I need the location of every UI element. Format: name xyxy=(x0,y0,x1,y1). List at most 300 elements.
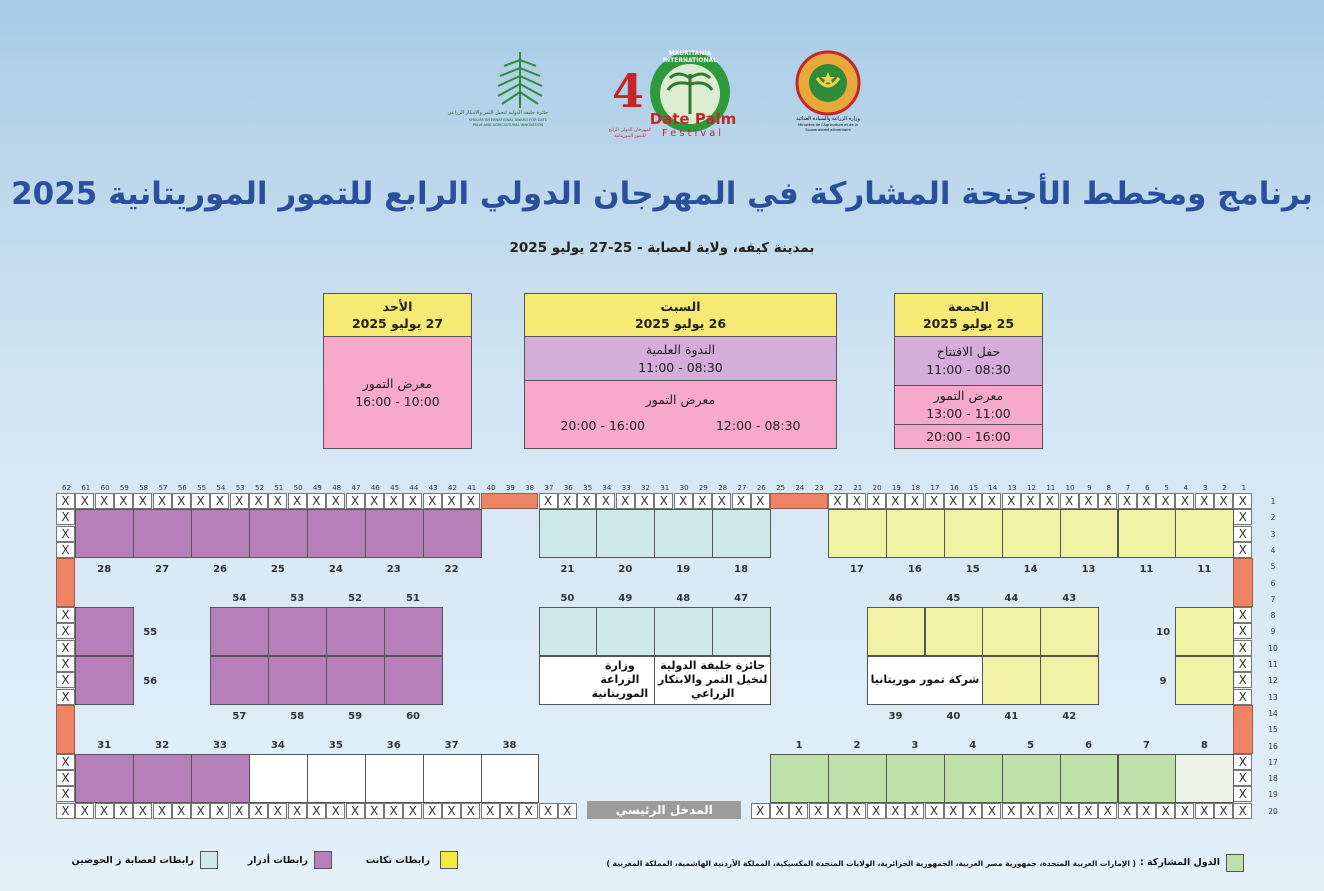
booth-yellow xyxy=(1002,509,1061,558)
friday-expo-evening xyxy=(895,425,1042,448)
booth-green xyxy=(828,754,887,803)
booth-number: 9 xyxy=(1159,676,1167,688)
col-number: 16 xyxy=(949,484,959,492)
friday-opening xyxy=(895,337,1042,386)
x-cell: X xyxy=(1233,509,1252,525)
col-number: 36 xyxy=(563,484,573,492)
booth-yellow-number: 14 xyxy=(1023,564,1038,576)
col-number: 30 xyxy=(679,484,689,492)
pillar xyxy=(56,558,75,607)
x-cell: X xyxy=(1040,803,1059,819)
x-cell: X xyxy=(1233,672,1252,688)
x-cell: X xyxy=(56,623,75,639)
page-subtitle: بمدينة كيفه، ولاية لعصابة - 25-27 يوليو 2025 xyxy=(509,240,815,256)
x-cell: X xyxy=(925,493,944,509)
booth-yellow xyxy=(982,656,1041,705)
legend-countries: ( الإمارات العربية المتحدة، جمهورية مصر العربية، الجمهورية الجزائرية، الولايات المتحدة المكسيكية، المملكة الأردنية الهاشمية، المملكة المغربية ) xyxy=(606,859,1136,868)
col-number: 4 xyxy=(1183,484,1189,492)
x-cell: X xyxy=(982,803,1001,819)
booth-cyan xyxy=(712,607,771,656)
award-logo xyxy=(447,48,548,134)
booth-purple-number: 58 xyxy=(290,710,305,722)
col-number: 62 xyxy=(62,484,71,492)
x-cell: X xyxy=(616,493,635,509)
x-cell: X xyxy=(1233,526,1252,542)
x-cell: X xyxy=(635,493,654,509)
x-cell: X xyxy=(712,493,731,509)
x-cell: X xyxy=(172,803,191,819)
x-cell: X xyxy=(519,803,538,819)
x-cell: X xyxy=(1233,656,1252,672)
booth-number: 2 xyxy=(853,739,861,751)
booth-purple xyxy=(326,607,385,656)
booth-yellow xyxy=(1175,607,1234,656)
sunday-header xyxy=(324,294,471,337)
x-cell: X xyxy=(1233,770,1252,786)
row-number: 17 xyxy=(1268,757,1278,767)
col-number: 42 xyxy=(448,484,457,492)
col-number: 49 xyxy=(312,484,322,492)
row-number: 10 xyxy=(1268,643,1278,653)
x-cell: X xyxy=(1002,803,1021,819)
x-cell: X xyxy=(461,803,480,819)
saturday-expo-time2: 16:00 - 20:00 xyxy=(560,418,646,433)
friday-header xyxy=(895,294,1042,337)
friday-opening-time: 08:30 - 11:00 xyxy=(926,362,1011,377)
col-number: 11 xyxy=(1046,484,1056,492)
col-number: 57 xyxy=(158,484,168,492)
x-cell: X xyxy=(732,493,751,509)
booth-yellow-number: 44 xyxy=(1004,593,1019,605)
booth-number: 31 xyxy=(97,739,112,751)
x-cell: X xyxy=(1195,803,1214,819)
booth-purple-number: 27 xyxy=(155,564,170,576)
booth-yellow-number: 15 xyxy=(965,564,980,576)
x-cell: X xyxy=(230,493,249,509)
x-cell: X xyxy=(384,803,403,819)
booth-number: 38 xyxy=(502,739,517,751)
col-number: 50 xyxy=(293,484,303,492)
booth-purple-number: 22 xyxy=(444,564,459,576)
col-number: 61 xyxy=(81,484,91,492)
x-cell: X xyxy=(847,493,866,509)
booth-number: 7 xyxy=(1142,739,1150,751)
col-number: 52 xyxy=(255,484,264,492)
x-cell: X xyxy=(1175,493,1194,509)
sunday-day: الأحد xyxy=(382,299,413,314)
x-cell: X xyxy=(1021,493,1040,509)
award-logo-ar: جائزة خليفة الدولية لنخيل التمر والابتكار الزراعي xyxy=(447,110,548,116)
x-cell: X xyxy=(442,493,461,509)
x-cell: X xyxy=(770,803,789,819)
col-number: 7 xyxy=(1125,484,1131,492)
booth-cyan xyxy=(712,509,771,558)
x-cell: X xyxy=(1098,493,1117,509)
booth-purple-number: 28 xyxy=(97,564,112,576)
saturday-date: 26 يوليو 2025 xyxy=(634,316,727,331)
x-cell: X xyxy=(577,493,596,509)
x-cell: X xyxy=(153,493,172,509)
col-number: 1 xyxy=(1241,484,1247,492)
col-number: 3 xyxy=(1202,484,1208,492)
booth-cyan-number: 20 xyxy=(618,564,633,576)
col-number: 53 xyxy=(235,484,245,492)
x-cell: X xyxy=(674,493,693,509)
x-cell: X xyxy=(346,493,365,509)
x-cell: X xyxy=(847,803,866,819)
col-number: 35 xyxy=(583,484,593,492)
booth-green xyxy=(1118,754,1177,803)
booth-number: 37 xyxy=(444,739,459,751)
row-number: 8 xyxy=(1270,611,1276,621)
x-cell: X xyxy=(1175,803,1194,819)
col-number: 55 xyxy=(197,484,207,492)
award-logo-en: KHALIFA INTERNATIONAL AWARD FOR DATE PALM AND AGRICULTURAL INNOVATION xyxy=(468,118,548,127)
col-number: 10 xyxy=(1065,484,1075,492)
col-number: 2 xyxy=(1222,484,1227,492)
col-number: 59 xyxy=(119,484,129,492)
legend-yellow-label: رابطات تكانت xyxy=(365,855,430,866)
booth-white xyxy=(307,754,366,803)
booth-number: 1 xyxy=(795,739,803,751)
booth-purple xyxy=(191,754,250,803)
x-cell: X xyxy=(1214,803,1233,819)
row-number: 6 xyxy=(1270,578,1276,588)
booth-purple xyxy=(384,656,443,705)
col-number: 43 xyxy=(428,484,438,492)
booth-purple xyxy=(133,509,192,558)
booth-cyan-number: 48 xyxy=(676,593,691,605)
x-cell: X xyxy=(596,493,615,509)
booth-white xyxy=(249,754,308,803)
row-number: 12 xyxy=(1268,676,1278,686)
x-cell: X xyxy=(693,493,712,509)
booth-yellow xyxy=(828,509,887,558)
booth-yellow xyxy=(944,509,1003,558)
x-cell: X xyxy=(963,493,982,509)
col-number: 20 xyxy=(872,484,882,492)
booth-yellow xyxy=(1118,509,1177,558)
sunday-expo-time: 10:00 - 16:00 xyxy=(355,393,440,409)
x-cell: X xyxy=(1233,542,1252,558)
col-number: 58 xyxy=(139,484,149,492)
booth-green xyxy=(944,754,1003,803)
saturday-header xyxy=(525,294,836,337)
x-cell: X xyxy=(384,493,403,509)
legend-green-swatch xyxy=(1226,854,1244,872)
x-cell: X xyxy=(867,803,886,819)
x-cell: X xyxy=(191,493,210,509)
col-number: 31 xyxy=(660,484,670,492)
booth-yellow xyxy=(982,607,1041,656)
col-number: 17 xyxy=(930,484,940,492)
booth-purple xyxy=(191,509,250,558)
booth-yellow-number: 46 xyxy=(888,593,903,605)
booth-white xyxy=(365,754,424,803)
booth-yellow-number: 16 xyxy=(907,564,922,576)
row-number: 18 xyxy=(1268,774,1278,784)
saturday-symposium-title: الندوة العلمية xyxy=(645,341,716,357)
x-cell: X xyxy=(539,493,558,509)
x-cell: X xyxy=(1118,493,1137,509)
x-cell: X xyxy=(268,803,287,819)
x-cell: X xyxy=(751,493,770,509)
x-cell: X xyxy=(423,493,442,509)
col-number: 13 xyxy=(1007,484,1017,492)
booth-number: 3 xyxy=(911,739,919,751)
x-cell: X xyxy=(1021,803,1040,819)
saturday-day: السبت xyxy=(660,299,701,314)
friday-expo-title: معرض التمور xyxy=(933,388,1004,403)
ministry-logo xyxy=(794,50,862,134)
x-cell: X xyxy=(963,803,982,819)
row-number: 11 xyxy=(1268,660,1278,669)
x-cell: X xyxy=(500,803,519,819)
page-title: برنامج ومخطط الأجنحة المشاركة في المهرجان الدولي الرابع للتمور الموريتانية 2025 xyxy=(11,176,1313,212)
friday-expo-time1: 11:00 - 13:00 xyxy=(926,406,1011,421)
schedule-saturday xyxy=(524,293,837,449)
x-cell: X xyxy=(56,640,75,656)
col-number: 18 xyxy=(911,484,921,492)
x-cell: X xyxy=(1156,803,1175,819)
col-number: 44 xyxy=(409,484,419,492)
x-cell: X xyxy=(56,509,75,525)
sunday-expo xyxy=(324,337,471,448)
row-number: 4 xyxy=(1270,545,1276,555)
booth-number: 55 xyxy=(143,627,158,639)
x-cell: X xyxy=(56,493,75,509)
row-number: 14 xyxy=(1268,708,1278,718)
col-number: 21 xyxy=(853,484,863,492)
booth-purple xyxy=(268,607,327,656)
booth-cyan xyxy=(596,607,655,656)
x-cell: X xyxy=(230,803,249,819)
x-cell: X xyxy=(1195,493,1214,509)
col-number: 25 xyxy=(776,484,786,492)
festival-logo-sub: Festival xyxy=(661,128,725,139)
x-cell: X xyxy=(114,803,133,819)
x-cell: X xyxy=(346,803,365,819)
row-number: 3 xyxy=(1270,529,1276,539)
x-cell: X xyxy=(56,672,75,688)
festival-logo-main: Date Palm xyxy=(649,110,737,128)
col-number: 47 xyxy=(351,484,361,492)
ministry-booth: وزارة الزراعة الموريتانية xyxy=(539,656,656,705)
x-cell: X xyxy=(326,803,345,819)
booth-purple xyxy=(307,509,366,558)
booth-yellow xyxy=(867,607,926,656)
x-cell: X xyxy=(95,803,114,819)
col-number: 48 xyxy=(332,484,342,492)
saturday-expo-title: معرض التمور xyxy=(645,392,716,407)
col-number: 38 xyxy=(525,484,535,492)
col-number: 33 xyxy=(621,484,631,492)
booth-purple-number: 60 xyxy=(406,710,420,722)
row-number: 16 xyxy=(1268,741,1278,751)
booth-green xyxy=(886,754,945,803)
booth-cyan xyxy=(654,509,713,558)
main-entrance[interactable]: المدخل الرئيسي xyxy=(587,801,741,819)
x-cell: X xyxy=(191,803,210,819)
x-cell: X xyxy=(828,803,847,819)
col-number: 39 xyxy=(505,484,515,492)
ministry-logo-fr: Ministère de l'Agriculture et de la Souveraineté alimentaire xyxy=(798,123,858,132)
booth-green xyxy=(770,754,829,803)
booth-purple xyxy=(75,656,134,705)
x-cell: X xyxy=(1233,754,1252,770)
x-cell: X xyxy=(56,542,75,558)
col-number: 51 xyxy=(274,484,284,492)
friday-opening-title: حفل الافتتاح xyxy=(936,344,1001,359)
x-cell: X xyxy=(365,493,384,509)
x-cell: X xyxy=(1233,786,1252,802)
pillar xyxy=(481,493,539,509)
legend-green-label: الدول المشاركة : xyxy=(1139,857,1220,868)
x-cell: X xyxy=(249,493,268,509)
col-number: 54 xyxy=(216,484,226,492)
x-cell: X xyxy=(288,493,307,509)
pillar xyxy=(1233,558,1252,607)
festival-logo-top: MAURITANIA INTERNATIONAL xyxy=(662,50,718,64)
x-cell: X xyxy=(461,493,480,509)
legend-cyan-label: رابطات لعصابة ز الحوضين xyxy=(71,855,194,866)
x-cell: X xyxy=(886,803,905,819)
x-cell: X xyxy=(944,493,963,509)
booth-purple xyxy=(75,754,134,803)
legend-cyan-swatch xyxy=(200,851,218,869)
booth-white xyxy=(481,754,540,803)
x-cell: X xyxy=(423,803,442,819)
seal-icon xyxy=(795,50,861,116)
col-number: 27 xyxy=(737,484,747,492)
x-cell: X xyxy=(1137,803,1156,819)
col-number: 9 xyxy=(1087,484,1092,492)
x-cell: X xyxy=(133,493,152,509)
x-cell: X xyxy=(56,689,75,705)
booth-number: 32 xyxy=(155,739,170,751)
x-cell: X xyxy=(751,803,770,819)
x-cell: X xyxy=(809,803,828,819)
x-cell: X xyxy=(982,493,1001,509)
booth-cyan xyxy=(539,607,598,656)
booth-purple xyxy=(249,509,308,558)
x-cell: X xyxy=(481,803,500,819)
sunday-date: 27 يوليو 2025 xyxy=(351,316,444,331)
x-cell: X xyxy=(172,493,191,509)
x-cell: X xyxy=(133,803,152,819)
booth-number: 56 xyxy=(143,676,158,688)
palm-leaf-icon xyxy=(468,48,548,110)
col-number: 12 xyxy=(1027,484,1036,492)
col-number: 15 xyxy=(969,484,979,492)
x-cell: X xyxy=(56,754,75,770)
row-number: 15 xyxy=(1268,725,1278,735)
booth-purple-number: 23 xyxy=(386,564,401,576)
schedule-sunday xyxy=(323,293,472,449)
x-cell: X xyxy=(442,803,461,819)
x-cell: X xyxy=(1098,803,1117,819)
col-number: 34 xyxy=(602,484,612,492)
x-cell: X xyxy=(1040,493,1059,509)
booth-number: 6 xyxy=(1085,739,1093,751)
legend-purple-label: رابطات أدرار xyxy=(247,855,308,866)
booth-yellow-number: 43 xyxy=(1062,593,1077,605)
booth-white xyxy=(423,754,482,803)
col-number: 37 xyxy=(544,484,554,492)
row-number: 13 xyxy=(1268,692,1278,702)
ministry-logo-ar: وزارة الزراعة والسيادة الغذائية xyxy=(796,116,860,122)
x-cell: X xyxy=(307,803,326,819)
booth-number: 36 xyxy=(386,739,401,751)
booth-number: 41 xyxy=(1004,710,1019,722)
booth-purple-number: 57 xyxy=(232,710,247,722)
booth-yellow xyxy=(886,509,945,558)
booth-purple-number: 26 xyxy=(213,564,227,576)
x-cell: X xyxy=(1233,493,1252,509)
booth-yellow xyxy=(1175,656,1234,705)
row-number: 1 xyxy=(1270,497,1276,506)
booth-number: 10 xyxy=(1156,627,1171,639)
booth-cyan-number: 49 xyxy=(618,593,633,605)
x-cell: X xyxy=(210,803,229,819)
col-number: 19 xyxy=(891,484,901,492)
x-cell: X xyxy=(1060,493,1079,509)
col-number: 29 xyxy=(698,484,708,492)
booth-cyan xyxy=(539,509,598,558)
col-number: 41 xyxy=(467,484,477,492)
booth-purple xyxy=(133,754,192,803)
col-number: 28 xyxy=(718,484,728,492)
friday-date: 25 يوليو 2025 xyxy=(922,316,1015,331)
booth-yellow xyxy=(925,607,984,656)
col-number: 23 xyxy=(814,484,824,492)
col-number: 14 xyxy=(988,484,998,492)
booth-yellow-number: 17 xyxy=(849,564,864,576)
booth-yellow xyxy=(1040,607,1099,656)
booth-cyan xyxy=(596,509,655,558)
booth-purple xyxy=(423,509,482,558)
festival-logo-number: 4 xyxy=(612,64,645,118)
booth-purple xyxy=(210,607,269,656)
x-cell: X xyxy=(95,493,114,509)
x-cell: X xyxy=(114,493,133,509)
x-cell: X xyxy=(944,803,963,819)
booth-number: 33 xyxy=(213,739,227,751)
booth-yellow-number: 45 xyxy=(946,593,961,605)
x-cell: X xyxy=(828,493,847,509)
col-number: 6 xyxy=(1145,484,1150,492)
x-cell: X xyxy=(56,770,75,786)
col-number: 32 xyxy=(641,484,650,492)
row-number: 19 xyxy=(1268,790,1278,800)
saturday-symposium xyxy=(525,337,836,381)
x-cell: X xyxy=(1079,803,1098,819)
booth-yellow-number: 11 xyxy=(1139,564,1154,576)
x-cell: X xyxy=(326,493,345,509)
booth-pale xyxy=(1175,754,1234,803)
booth-purple xyxy=(268,656,327,705)
booth-number: 4 xyxy=(969,739,977,751)
booth-green xyxy=(1060,754,1119,803)
x-cell: X xyxy=(307,493,326,509)
booth-yellow-number: 11 xyxy=(1197,564,1212,576)
x-cell: X xyxy=(558,803,577,819)
booth-cyan-number: 18 xyxy=(734,564,749,576)
pillar xyxy=(56,705,75,754)
booth-number: 39 xyxy=(888,710,903,722)
col-number: 56 xyxy=(177,484,187,492)
pillar xyxy=(1233,705,1252,754)
